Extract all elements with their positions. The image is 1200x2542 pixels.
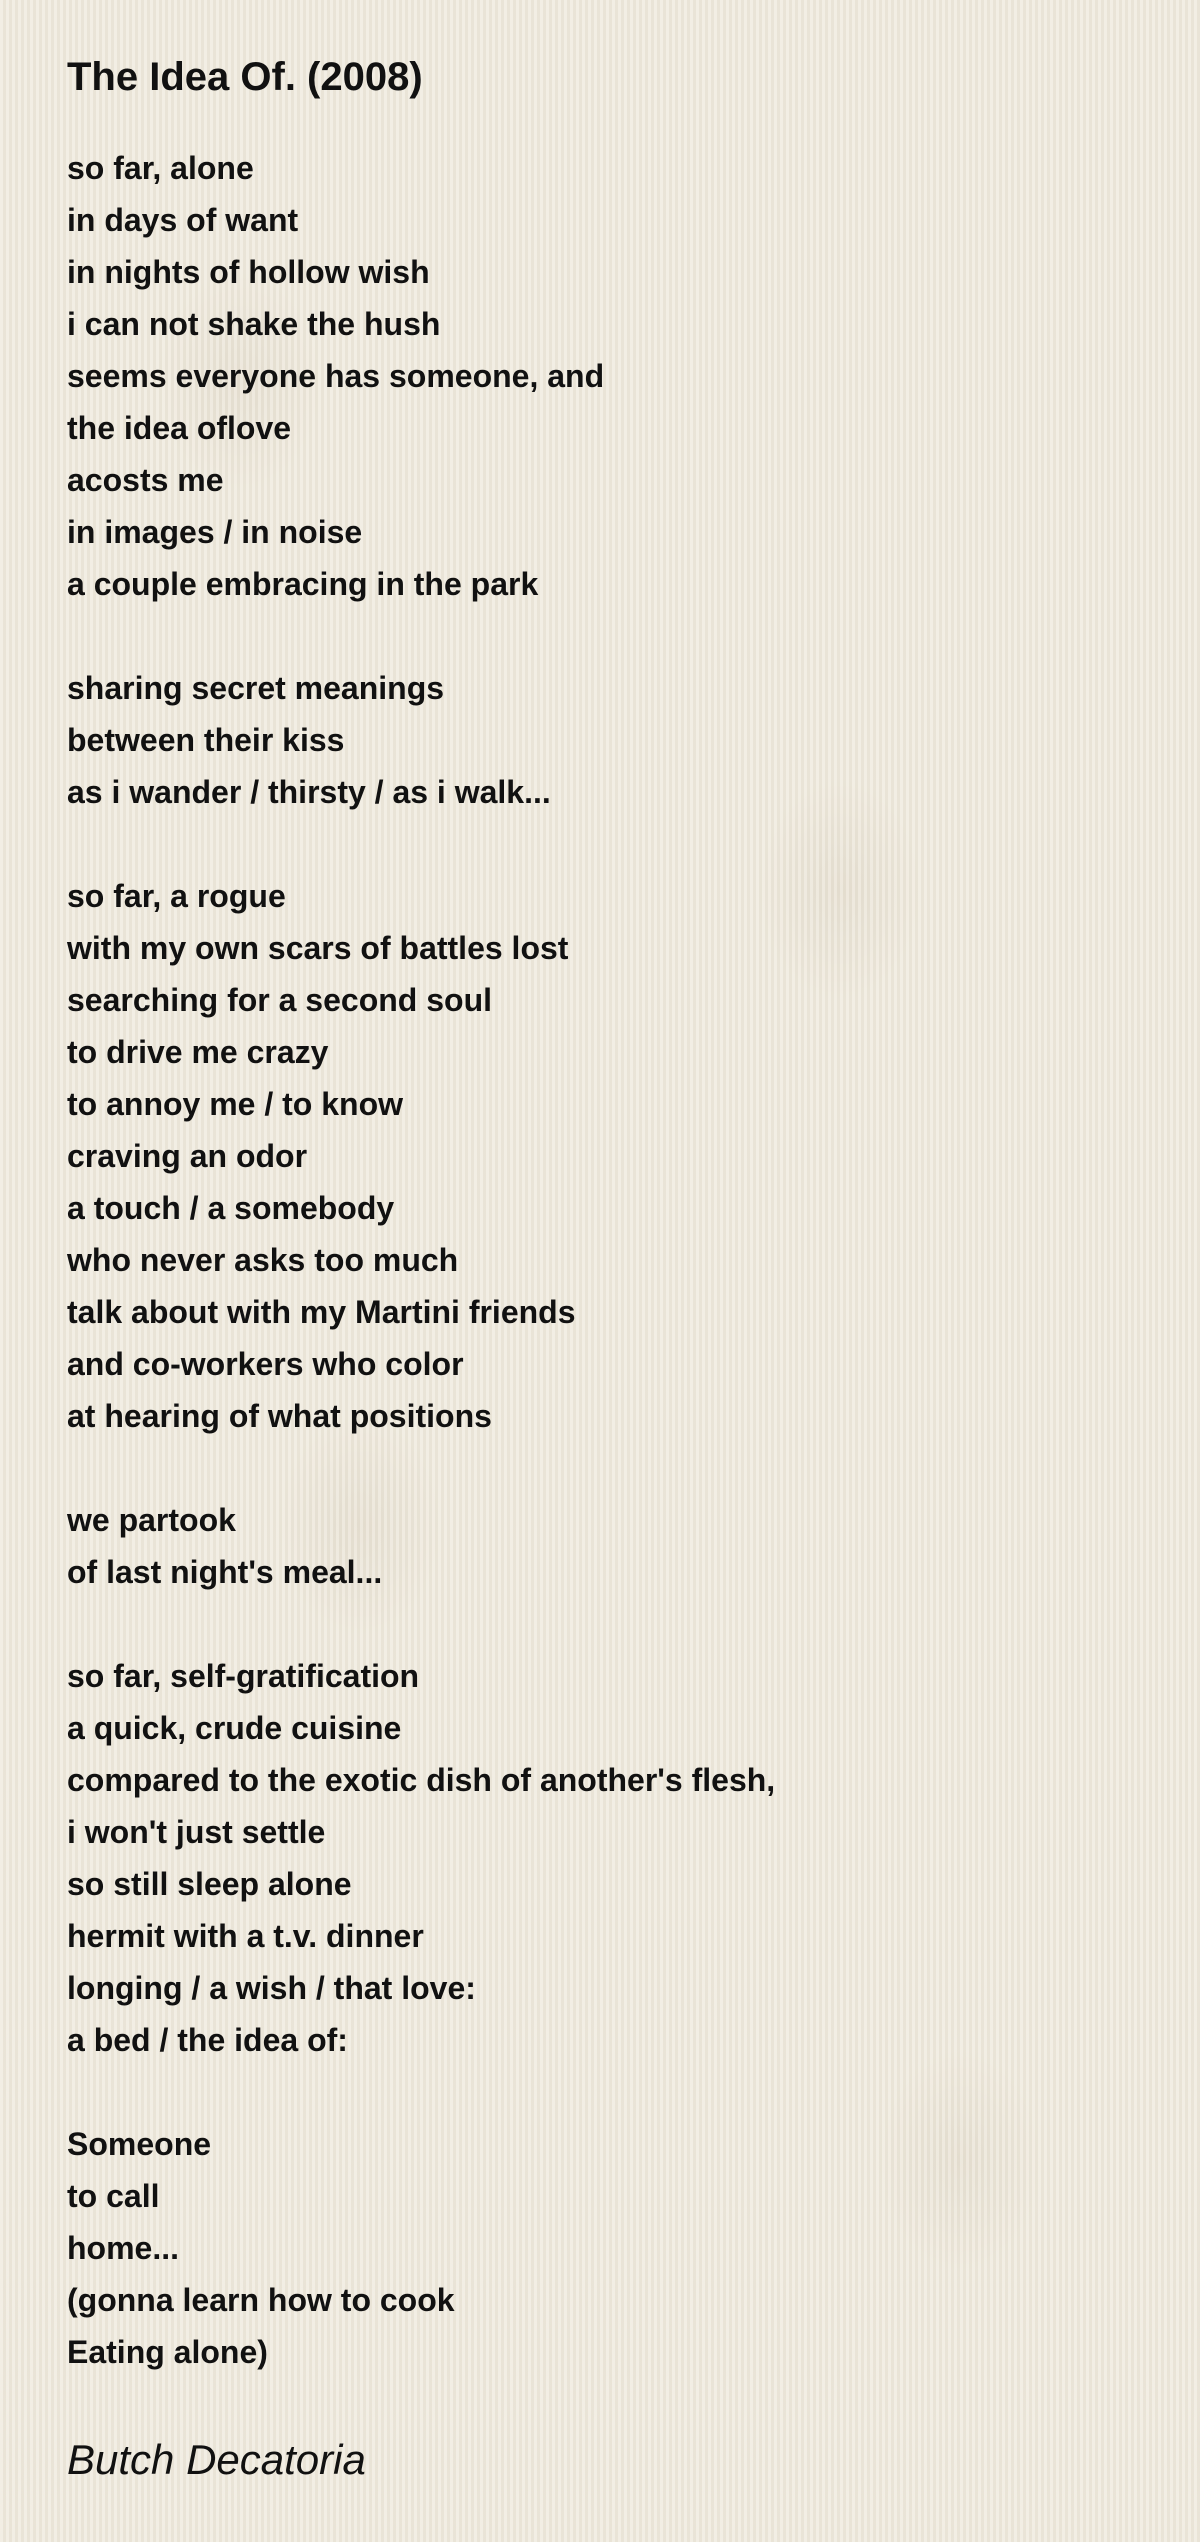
poem-line: to drive me crazy: [67, 1034, 329, 1070]
poem-line: a couple embracing in the park: [67, 566, 539, 602]
stanza: [67, 142, 1147, 610]
poem-line: a bed / the idea of:: [67, 2022, 348, 2058]
poem-line: at hearing of what positions: [67, 1398, 492, 1434]
poem-line: in days of want: [67, 202, 299, 238]
poem-line: with my own scars of battles lost: [67, 930, 569, 966]
poem-page: [67, 52, 1147, 2490]
stanza: [67, 1494, 1147, 1598]
poem-line: who never asks too much: [67, 1242, 459, 1278]
poem-line: sharing secret meanings: [67, 670, 445, 706]
poem-line: Someone: [67, 2126, 212, 2162]
poem-line: i won't just settle: [67, 1814, 326, 1850]
poem-line: (gonna learn how to cook: [67, 2282, 455, 2318]
poem-line: compared to the exotic dish of another's flesh,: [67, 1762, 776, 1798]
poem-line: the idea oflove: [67, 410, 292, 446]
stanza: [67, 662, 1147, 818]
poem-line: home...: [67, 2230, 180, 2266]
poem-line: in nights of hollow wish: [67, 254, 430, 290]
poem-line: in images / in noise: [67, 514, 363, 550]
poem-line: talk about with my Martini friends: [67, 1294, 576, 1330]
poem-line: searching for a second soul: [67, 982, 492, 1018]
poem-line: to call: [67, 2178, 160, 2214]
poem-author[interactable]: Butch Decatoria: [67, 2436, 366, 2483]
poem-body: [67, 142, 1147, 2378]
poem-line: we partook: [67, 1502, 236, 1538]
poem-line: seems everyone has someone, and: [67, 358, 605, 394]
poem-line: to annoy me / to know: [67, 1086, 404, 1122]
stanza: [67, 2118, 1147, 2378]
poem-line: so far, self-gratification: [67, 1658, 420, 1694]
poem-line: a quick, crude cuisine: [67, 1710, 402, 1746]
poem-line: craving an odor: [67, 1138, 308, 1174]
poem-line: acosts me: [67, 462, 224, 498]
poem-line: i can not shake the hush: [67, 306, 441, 342]
poem-line: Eating alone): [67, 2334, 268, 2370]
poem-line: and co-workers who color: [67, 1346, 464, 1382]
poem-line: as i wander / thirsty / as i walk...: [67, 774, 551, 810]
poem-line: between their kiss: [67, 722, 345, 758]
poem-line: so far, a rogue: [67, 878, 286, 914]
poem-line: a touch / a somebody: [67, 1190, 395, 1226]
poem-line: hermit with a t.v. dinner: [67, 1918, 424, 1954]
poem-line: so still sleep alone: [67, 1866, 352, 1902]
poem-title: The Idea Of. (2008): [67, 55, 423, 99]
poem-line: of last night's meal...: [67, 1554, 383, 1590]
stanza: [67, 870, 1147, 1442]
stanza: [67, 1650, 1147, 2066]
poem-line: so far, alone: [67, 150, 254, 186]
poem-line: longing / a wish / that love:: [67, 1970, 476, 2006]
